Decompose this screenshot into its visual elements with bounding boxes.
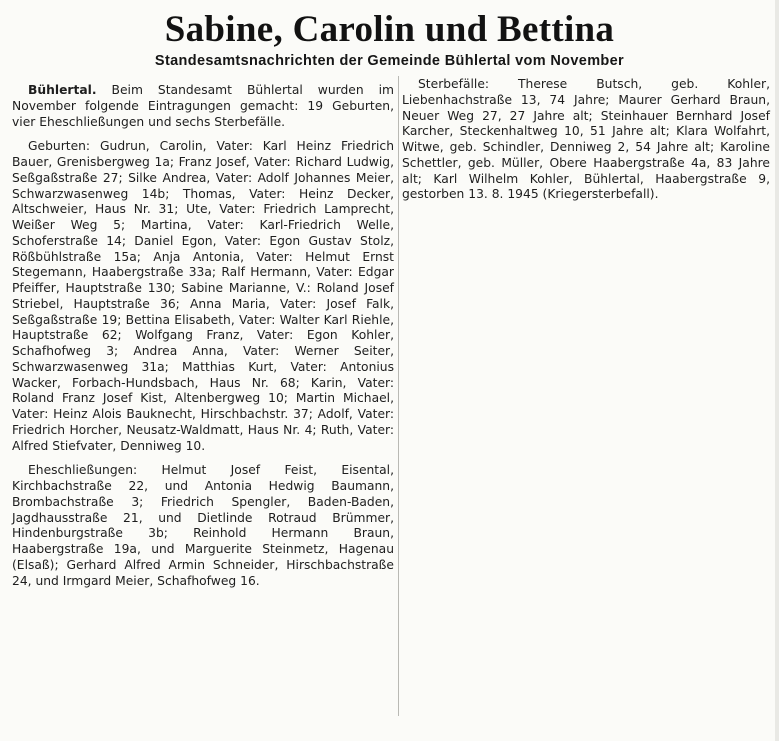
deaths-text: Sterbefälle: Therese Butsch, geb. Kohler, Liebenhachstraße 13, 74 Jahre; Maurer Gerhard Braun, Neuer Weg 27, 27 Jahre alt; Steinhauer Bernhard Josef Karcher, Steckenhaltweg 10, 51 Jahre alt; Klara Wolfahrt, Witwe, geb. Schindler, Denniweg 2, 54 Jahre alt; Karoline Schettler, geb. Müller, Obere Haabergstraße 4a, 83 Jahre alt; Karl Wilhelm Kohler, Bühlertal, Haabergstraße 9, gestorben 13. 8. 1945 (Kriegersterbefall). (402, 77, 770, 202)
left-column (12, 83, 394, 589)
article-title: Sabine, Carolin und Bettina (164, 9, 615, 50)
right-column (402, 77, 770, 203)
deaths-paragraph (402, 77, 770, 203)
scan-edge-shadow (775, 0, 779, 741)
births-text: Geburten: Gudrun, Carolin, Vater: Karl Heinz Friedrich Bauer, Grenisbergweg 1a; Franz Josef, Vater: Richard Ludwig, Seßgaßstraße 27; Silke Andrea, Vater: Adolf Johannes Meier, Schwarzwasenweg 14b; Thomas, Vater: Heinz Decker, Altschweier, Haus Nr. 31; Ute, Vater: Friedrich Lamprecht, Weißer Weg 5; Martina, Vater: Karl-Friedrich Welle, Schoferstraße 14; Daniel Egon, Vater: Egon Gustav Stolz, Rößbühlstraße 15a; Anja Antonia, Vater: Helmut Ernst Stegemann, Haabergstraße 33a; Ralf Hermann, Vater: Edgar Pfeiffer, Hauptstraße 130; Sabine Marianne, V.: Roland Josef Striebel, Hauptstraße 36; Anna Maria, Vater: Josef Falk, Seßgaßstraße 19; Bettina Elisabeth, Vater: Walter Karl Riehle, Hauptstraße 62; Wolfgang Franz, Vater: Egon Kohler, Schafhofweg 3; Andrea Anna, Vater: Werner Seiter, Schwarzwasenweg 31a; Matthias Kurt, Vater: Antonius Wacker, Forbach-Hundsbach, Haus Nr. 68; Karin, Vater: Roland Franz Josef Kist, Altenbergweg 10; Martin Michael, Vater: Heinz Alois Bauknecht, Hirschbachstr. 37; Adolf, Vater: Friedrich Horcher, Neusatz-Waldmatt, Haus Nr. 4; Ruth, Vater: Alfred Stiefvater, Denniweg 10. (12, 139, 394, 453)
dateline-place: Bühlertal. (28, 83, 97, 97)
births-paragraph (12, 139, 394, 454)
article-subtitle: Standesamtsnachrichten der Gemeinde Bühlertal vom November (154, 53, 625, 69)
intro-text: Beim Standesamt Bühlertal wurden im November folgende Eintragungen gemacht: 19 Geburten, vier Eheschließungen und sechs Sterbefälle. (12, 83, 394, 129)
column-divider (398, 76, 399, 716)
intro-paragraph (12, 83, 394, 130)
marriages-text: Eheschließungen: Helmut Josef Feist, Eisental, Kirchbachstraße 22, und Antonia Hedwig Baumann, Brombachstraße 3; Friedrich Spengler, Baden-Baden, Jagdhausstraße 21, und Dietlinde Rotraud Brümmer, Hindenburgstraße 3b; Reinhold Hermann Braun, Haabergstraße 19a, und Marguerite Steinmetz, Hagenau (Elsaß); Gerhard Alfred Armin Schneider, Hirschbachstraße 24, und Irmgard Meier, Schafhofweg 16. (12, 463, 394, 588)
marriages-paragraph (12, 463, 394, 589)
